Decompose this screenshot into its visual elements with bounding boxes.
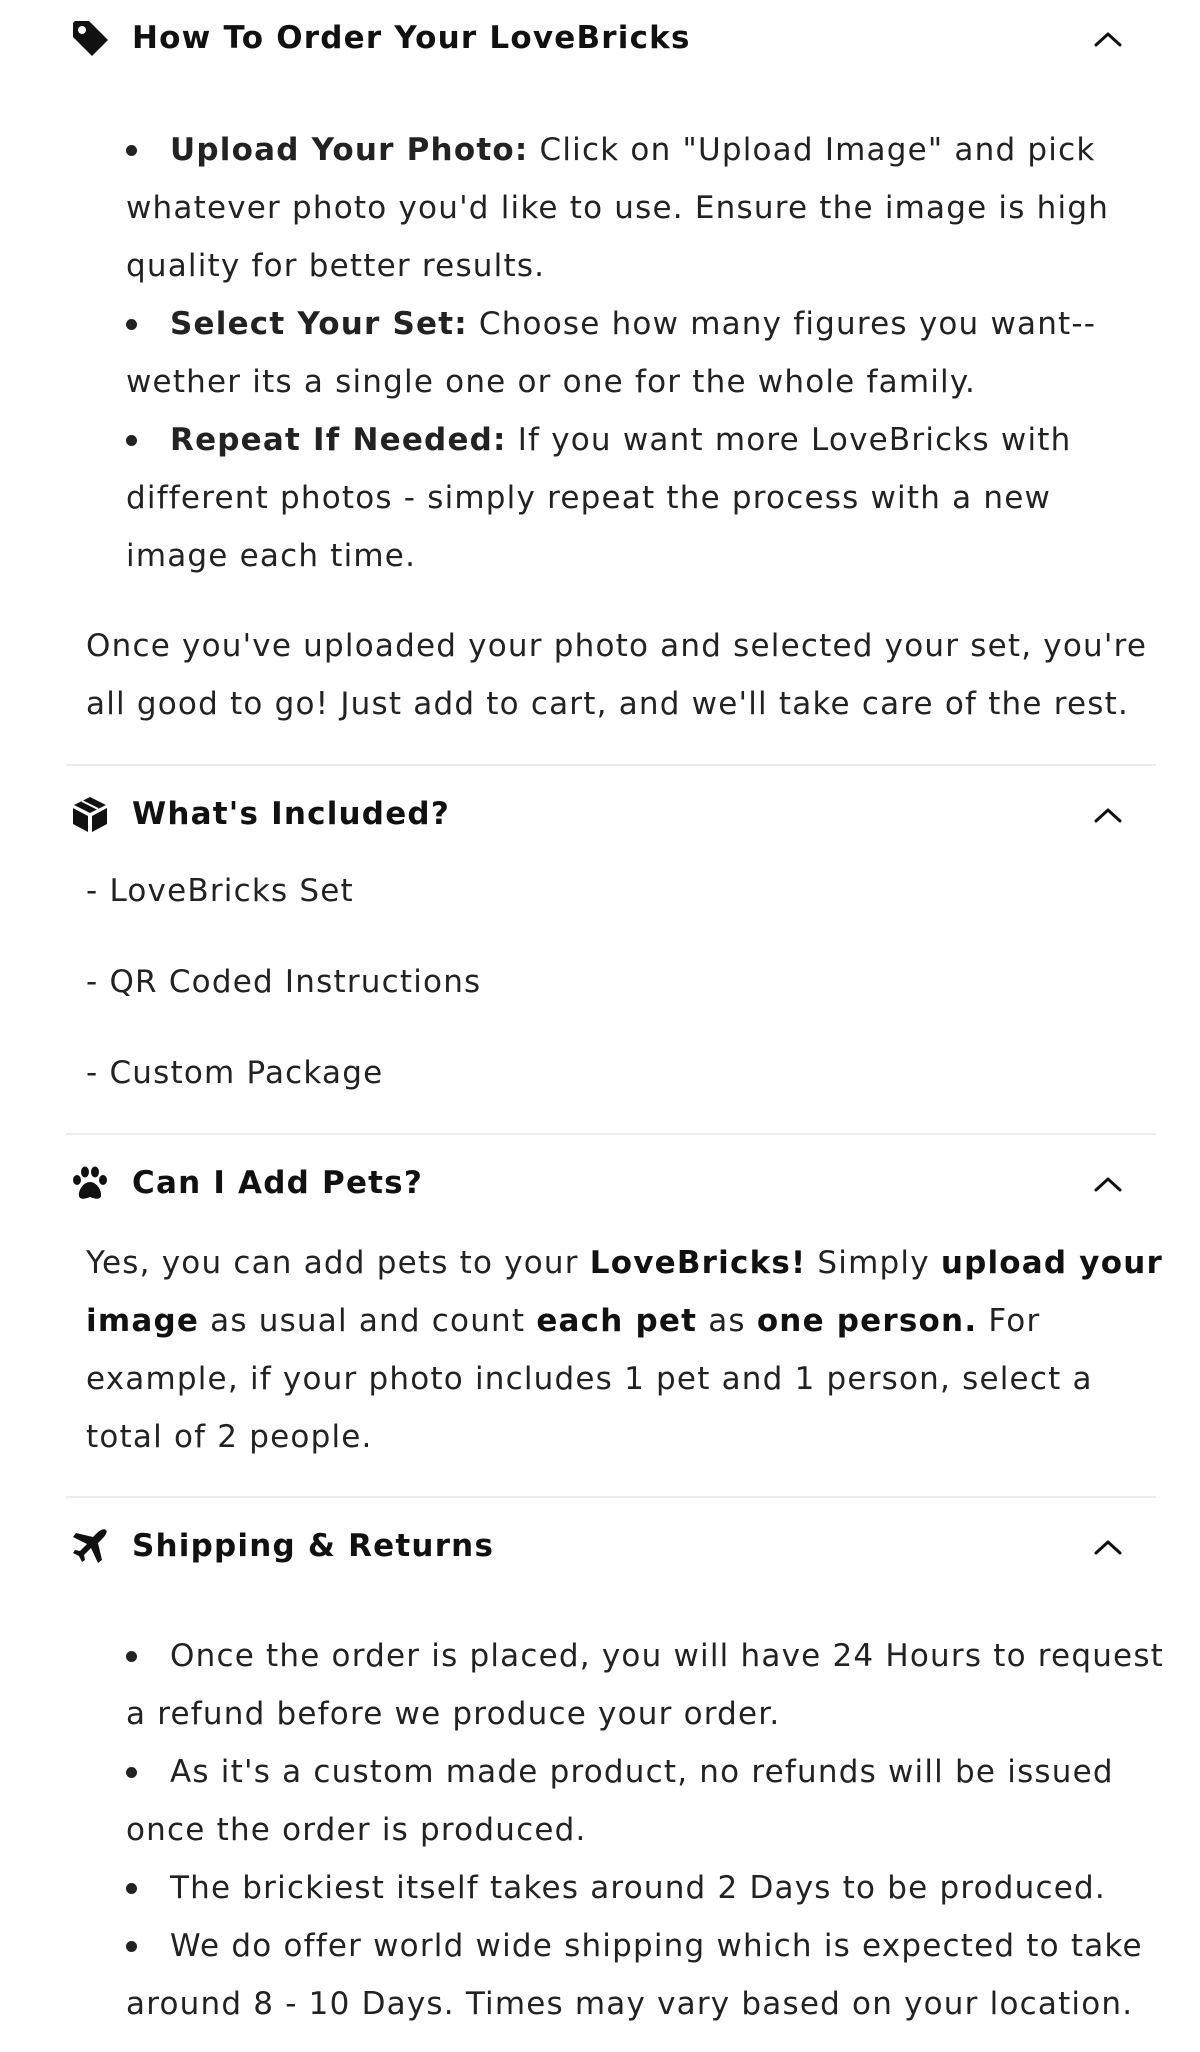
text-span: as (697, 1303, 757, 1339)
bullet-dot (126, 1883, 137, 1894)
paragraph-line: all good to go! Just add to cart, and we'll take care of the rest. (86, 686, 1130, 722)
bold-text: image (86, 1303, 200, 1339)
bullet-list (66, 1627, 1165, 2033)
list-item: - QR Coded Instructions (86, 964, 482, 1000)
accordion-content (66, 121, 1156, 733)
chevron-up-icon[interactable] (1090, 1534, 1126, 1560)
bullet-text: Once the order is placed, you will have 24 Hours to request (170, 1638, 1165, 1674)
section-divider (66, 1133, 1156, 1135)
bullet-dot (126, 435, 137, 446)
accordion-header-pets[interactable] (66, 1149, 1156, 1221)
accordion-title: What's Included? (132, 796, 450, 832)
accordion-whats-included (66, 780, 1156, 1091)
order-summary-paragraph (86, 617, 1156, 733)
list-item (66, 121, 1156, 295)
text-span: For (977, 1303, 1041, 1339)
airplane-icon (70, 1526, 110, 1566)
list-item (66, 1743, 1156, 1859)
tag-icon (70, 18, 110, 58)
bullet-continuation: wether its a single one or one for the whole family. (126, 364, 977, 400)
bullet-text: As it's a custom made product, no refunds will be issued (170, 1754, 1114, 1790)
accordion-content (66, 1627, 1165, 2033)
section-divider (66, 764, 1156, 766)
list-item: - Custom Package (86, 1055, 384, 1091)
bullet-dot (126, 145, 137, 156)
accordion-pets (66, 1149, 1163, 1455)
text-span: Yes, you can add pets to your (86, 1245, 590, 1281)
bullet-text: The brickiest itself takes around 2 Days to be produced. (170, 1870, 1106, 1906)
bold-text: one person. (756, 1303, 978, 1339)
pets-paragraph (86, 1234, 1163, 1466)
bullet-continuation: different photos - simply repeat the process with a new (126, 480, 1052, 516)
paragraph-line: example, if your photo includes 1 pet and 1 person, select a (86, 1361, 1093, 1397)
bullet-text: Choose how many figures you want-- (467, 306, 1097, 342)
paw-icon (70, 1163, 110, 1203)
bullet-bold-label: Upload Your Photo: (170, 132, 529, 168)
paragraph-line: Once you've uploaded your photo and selected your set, you're (86, 628, 1148, 664)
box-icon (70, 794, 110, 834)
bold-text: upload your (940, 1245, 1163, 1281)
bullet-text: We do offer world wide shipping which is expected to take (170, 1928, 1143, 1964)
text-span: as usual and count (199, 1303, 537, 1339)
bullet-continuation: a refund before we produce your order. (126, 1696, 781, 1732)
bullet-dot (126, 319, 137, 330)
accordion-title: Shipping & Returns (132, 1528, 495, 1564)
list-item (66, 1917, 1156, 2033)
list-item (66, 295, 1156, 411)
bullet-bold-label: Repeat If Needed: (170, 422, 507, 458)
bold-text: LoveBricks! (589, 1245, 807, 1281)
bullet-continuation: once the order is produced. (126, 1812, 587, 1848)
list-item (66, 1859, 1156, 1917)
bullet-dot (126, 1941, 137, 1952)
text-span: Simply (806, 1245, 941, 1281)
bullet-list (66, 121, 1156, 585)
paragraph-line: total of 2 people. (86, 1419, 373, 1455)
chevron-up-icon[interactable] (1090, 26, 1126, 52)
accordion-header-how-to-order[interactable] (66, 4, 1156, 76)
bullet-text: Click on "Upload Image" and pick (528, 132, 1096, 168)
bullet-continuation: around 8 - 10 Days. Times may vary based on your location. (126, 1986, 1134, 2022)
bullet-continuation: quality for better results. (126, 248, 546, 284)
bullet-text: If you want more LoveBricks with (506, 422, 1072, 458)
accordion-title: How To Order Your LoveBricks (132, 20, 691, 56)
bullet-bold-label: Select Your Set: (170, 306, 468, 342)
bullet-dot (126, 1651, 137, 1662)
included-list (86, 862, 481, 1102)
list-item (66, 411, 1156, 585)
bold-text: each pet (536, 1303, 698, 1339)
bullet-dot (126, 1767, 137, 1778)
paragraph-line (86, 1234, 1163, 1292)
accordion-header-whats-included[interactable] (66, 780, 1156, 852)
list-item (66, 1627, 1165, 1743)
accordion-title: Can I Add Pets? (132, 1165, 424, 1201)
chevron-up-icon[interactable] (1090, 802, 1126, 828)
bullet-continuation: whatever photo you'd like to use. Ensure the image is high (126, 190, 1110, 226)
chevron-up-icon[interactable] (1090, 1171, 1126, 1197)
paragraph-line (86, 1292, 1163, 1350)
list-item: - LoveBricks Set (86, 873, 354, 909)
bullet-continuation: image each time. (126, 538, 417, 574)
accordion-header-shipping[interactable] (66, 1512, 1156, 1584)
accordion-how-to-order (66, 4, 1156, 722)
accordion-shipping-returns (66, 1512, 1165, 2022)
section-divider (66, 1496, 1156, 1498)
